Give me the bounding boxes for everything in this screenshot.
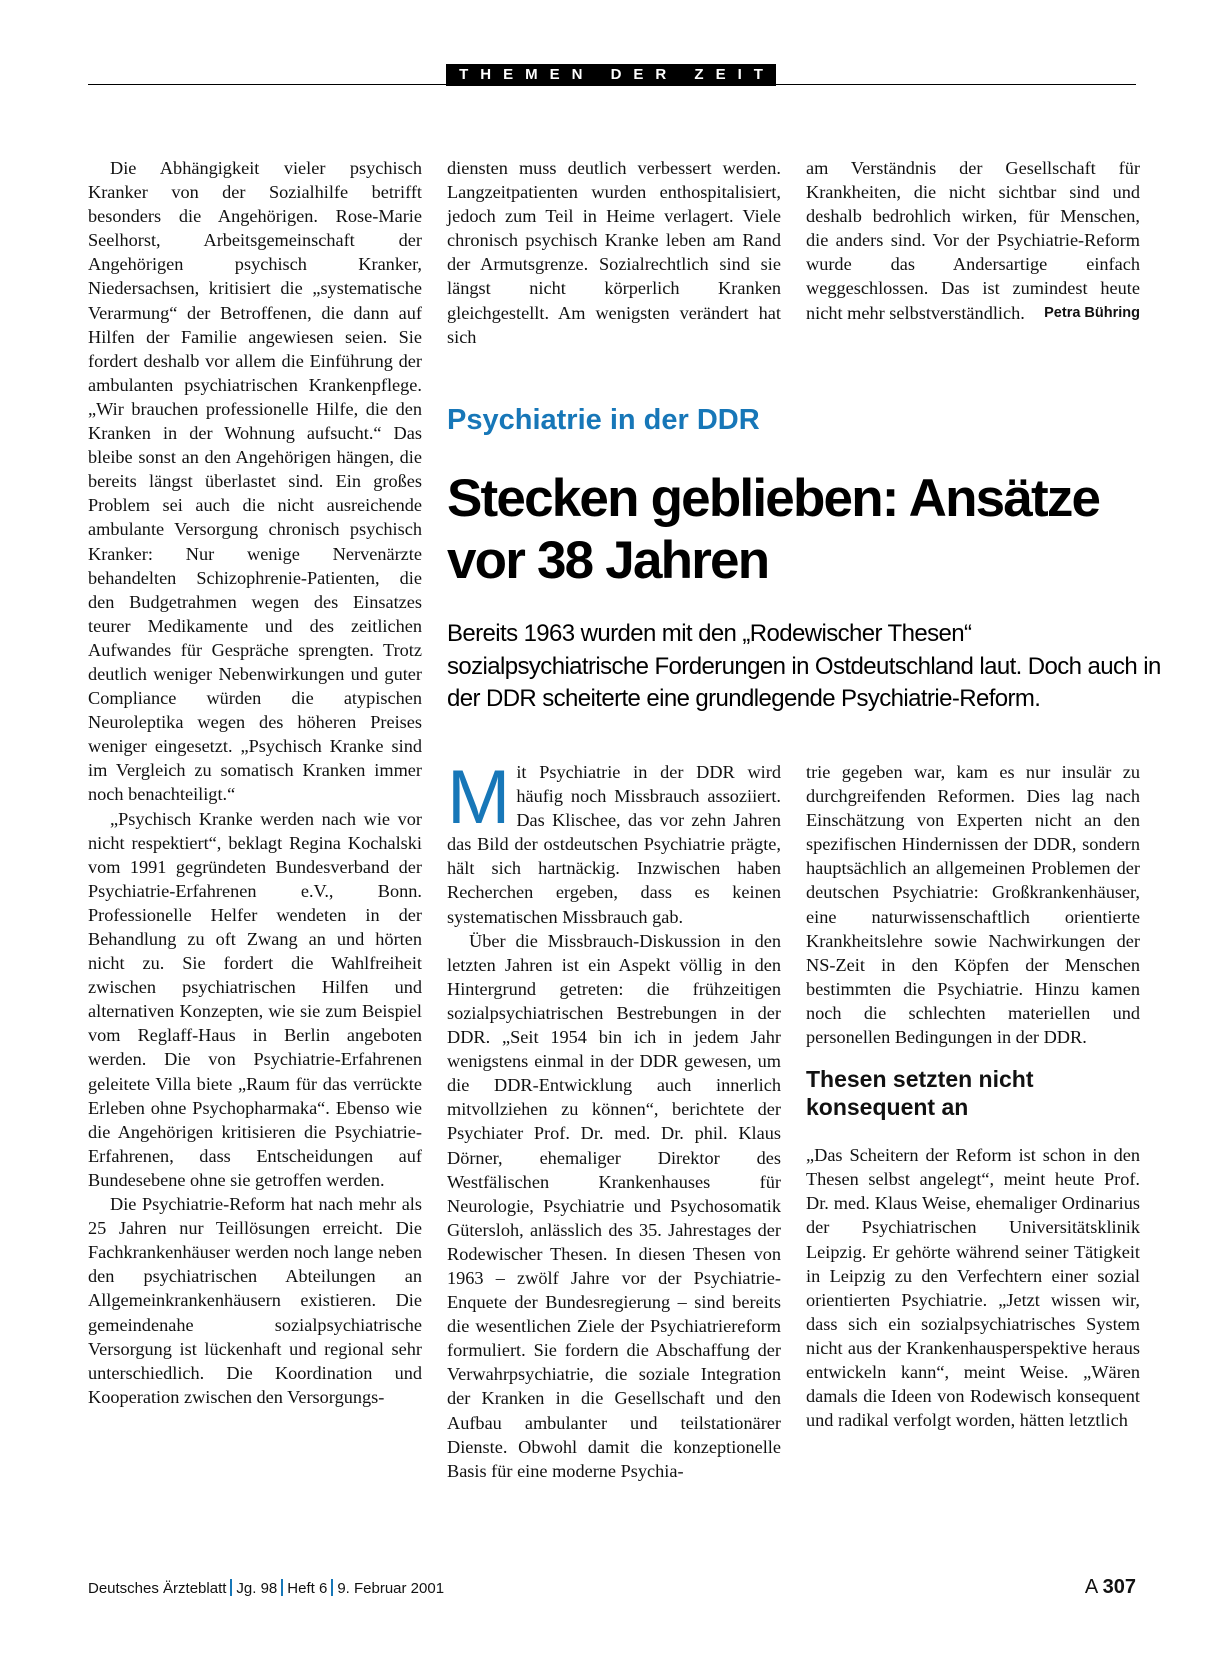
drop-cap: M	[447, 755, 511, 840]
author-byline: Petra Bühring	[1044, 304, 1140, 321]
paragraph: Über die Missbrauch-Diskussion in den letzten Jahren ist ein Aspekt völlig in den Hintergrund getreten: die frühzeitigen sozialpsychiatrischen Bestrebungen in der DDR. „Seit 1954 bin ich in jedem Jahr wenigstens einmal in der DDR gewesen, um die DDR-Entwicklung auch innerlich mitvollziehen zu können“, berichtete der Psychiater Prof. Dr. med. Dr. phil. Klaus Dörner, ehemaliger Direktor des Westfälischen Krankenhauses für Neurologie, Psychiatrie und Psychosomatik Gütersloh, anlässlich des 35. Jahrestages der Rodewischer Thesen. In diesen Thesen von 1963 – zwölf Jahre vor der Psychiatrie-Enquete der Bundesregierung – sind bereits die wesentlichen Ziele der Psychiatriereform formuliert. Sie fordern die Abschaffung der Verwahrpsychiatrie, die soziale Integration der Kranken in die Gesellschaft und den Aufbau ambulanter und teilstationärer Dienste. Obwohl damit die konzeptionelle Basis für eine moderne Psychia-	[447, 930, 781, 1481]
title-line: vor 38 Jahren	[447, 531, 769, 590]
column-2-article	[447, 755, 781, 1483]
column-2-top	[447, 156, 781, 349]
paragraph	[806, 156, 1140, 325]
paragraph: Die Psychiatrie-Reform hat nach mehr als 25 Jahren nur Teillösungen erreicht. Die Fachkrankenhäuser werden noch lange neben den psychiatrischen Abteilungen an Allgemeinkrankenhäusern existieren. Die gemeindenahe sozialpsychiatrische Versorgung ist lückenhaft und regional sehr unterschiedlich. Die Koordination und Kooperation zwischen den Versorgungs-	[88, 1194, 422, 1407]
title-line: Stecken geblieben: Ansätze	[447, 469, 1100, 528]
paragraph: „Psychisch Kranke werden nach wie vor nicht respektiert“, beklagt Regina Kochalski vom 1991 gegründeten Bundesverband der Psychiatrie-Erfahrenen e.V., Bonn. Professionelle Helfer wendeten in der Behandlung zu oft Zwang an und hörten nicht zu. Sie fordert die Wahlfreiheit zwischen psychiatrischen Hilfen und alternativen Konzepten, wie sie zum Beispiel vom Reglaff-Haus in Berlin angeboten werden. Die von Psychiatrie-Erfahrenen geleitete Villa biete „Raum für das verrückte Erleben ohne Psychopharmaka“. Ebenso wie die Angehörigen kritisieren die Psychiatrie-Erfahrenen, dass Entscheidungen auf Bundesebene ohne sie getroffen werden.	[88, 808, 422, 1190]
column-3-top	[806, 156, 1140, 325]
footer-separator	[331, 1579, 333, 1596]
column-3-article	[806, 760, 1140, 1432]
issue: Heft 6	[287, 1580, 328, 1597]
paragraph	[447, 755, 781, 929]
page-number	[1085, 1575, 1136, 1599]
paragraph: diensten muss deutlich verbessert werden. Langzeitpatienten wurden enthospitalisiert, jedoch zum Teil in Heime verlagert. Viele chronisch psychisch Kranke leben am Rand der Armutsgrenze. Sozialrechtlich sind sie längst nicht körperlich Kranken gleichgestellt. Am wenigsten verändert hat sich	[447, 158, 781, 347]
volume: Jg. 98	[236, 1580, 278, 1597]
page-prefix: A	[1084, 1576, 1098, 1598]
subheading-line: konsequent an	[806, 1094, 969, 1121]
page-number-value: 307	[1102, 1576, 1136, 1598]
subheading-line: Thesen setzten nicht	[806, 1066, 1034, 1093]
paragraph-text: am Verständnis der Gesellschaft für Krankheiten, die nicht sichtbar sind und deshalb bedrohlich wirken, für Menschen, die anders sind. Vor der Psychiatrie-Reform wurde das Andersartige einfach weggeschlossen. Das ist zumindest heute nicht mehr selbstverständlich.	[806, 158, 1140, 323]
paragraph-text: it Psychiatrie in der DDR wird häufig noch Missbrauch assoziiert. Das Klischee, das vor zehn Jahren das Bild der ostdeutschen Psychiatrie prägte, hält sich hartnäckig. Inzwischen haben Recherchen ergeben, dass es keinen systematischen Missbrauch gab.	[447, 762, 781, 927]
article-lead: Bereits 1963 wurden mit den „Rodewischer Thesen“ sozialpsychiatrische Forderungen in Ostdeutschland laut. Doch auch in der DDR scheiterte eine grundlegende Psychiatrie-Reform.	[447, 620, 1161, 712]
paragraph: „Das Scheitern der Reform ist schon in den Thesen selbst angelegt“, meint heute Prof. Dr. med. Klaus Weise, ehemaliger Ordinarius der Psychiatrischen Universitätsklinik Leipzig. Er gehörte während seiner Tätigkeit in Leipzig zu den Verfechtern einer sozial orientierten Psychiatrie. „Jetzt wissen wir, dass sich ein sozialpsychiatrisches System nicht aus der Krankenhausperspektive heraus entwickeln kann“, meint Weise. „Wären damals die Ideen von Rodewisch konsequent und radikal verfolgt worden, hätten letztlich	[806, 1145, 1140, 1431]
page-footer	[88, 1577, 1136, 1601]
section-banner: THEMEN DER ZEIT	[446, 64, 776, 86]
subheading	[806, 1065, 1140, 1121]
paragraph: trie gegeben war, kam es nur insulär zu durchgreifenden Reformen. Dies lag nach Einschätzung von Experten nicht an den spezifischen Hindernissen der DDR, sondern hauptsächlich an allgemeinen Problemen der deutschen Psychiatrie: Großkrankenhäuser, eine naturwissenschaftlich orientierte Krankheitslehre sowie Nachwirkungen der NS-Zeit in den Köpfen der Menschen bestimmten die Psychiatrie. Hinzu kamen noch die schlechten materiellen und personellen Bedingungen in der DDR.	[806, 762, 1140, 1048]
date: 9. Februar 2001	[337, 1580, 445, 1597]
paragraph: Die Abhängigkeit vieler psychisch Kranker von der Sozialhilfe betrifft besonders die Angehörigen. Rose-Marie Seelhorst, Arbeitsgemeinschaft der Angehörigen psychisch Kranker, Niedersachsen, kritisiert die „systematische Verarmung“ der Betroffenen, die dann auf Hilfen der Familie angewiesen seien. Sie fordert deshalb vor allem die Einführung der ambulanten psychiatrischen Krankenpflege. „Wir brauchen professionelle Hilfe, die den Kranken in der Wohnung aufsucht.“ Das bleibe sonst an den Angehörigen hängen, die bereits längst überlastet sind. Ein großes Problem sei auch die nicht ausreichende ambulante Versorgung chronisch psychisch Kranker: Nur wenige Nervenärzte behandelten Schizophrenie-Patienten, die den Budgetrahmen wegen des Einsatzes teurer Medikamente und des zeitlichen Aufwandes für Gespräche sprengten. Trotz deutlich weniger Nebenwirkungen und guter Compliance würden die atypischen Neuroleptika wegen des höheren Preises weniger eingesetzt. „Psychisch Kranke sind im Vergleich zu somatisch Kranken immer noch benachteiligt.“	[88, 158, 422, 805]
journal-name: Deutsches Ärzteblatt	[88, 1580, 227, 1597]
column-1	[88, 156, 422, 1409]
article-title	[447, 468, 1167, 592]
footer-separator	[230, 1579, 232, 1596]
article-kicker: Psychiatrie in der DDR	[447, 404, 760, 436]
footer-separator	[281, 1579, 283, 1596]
